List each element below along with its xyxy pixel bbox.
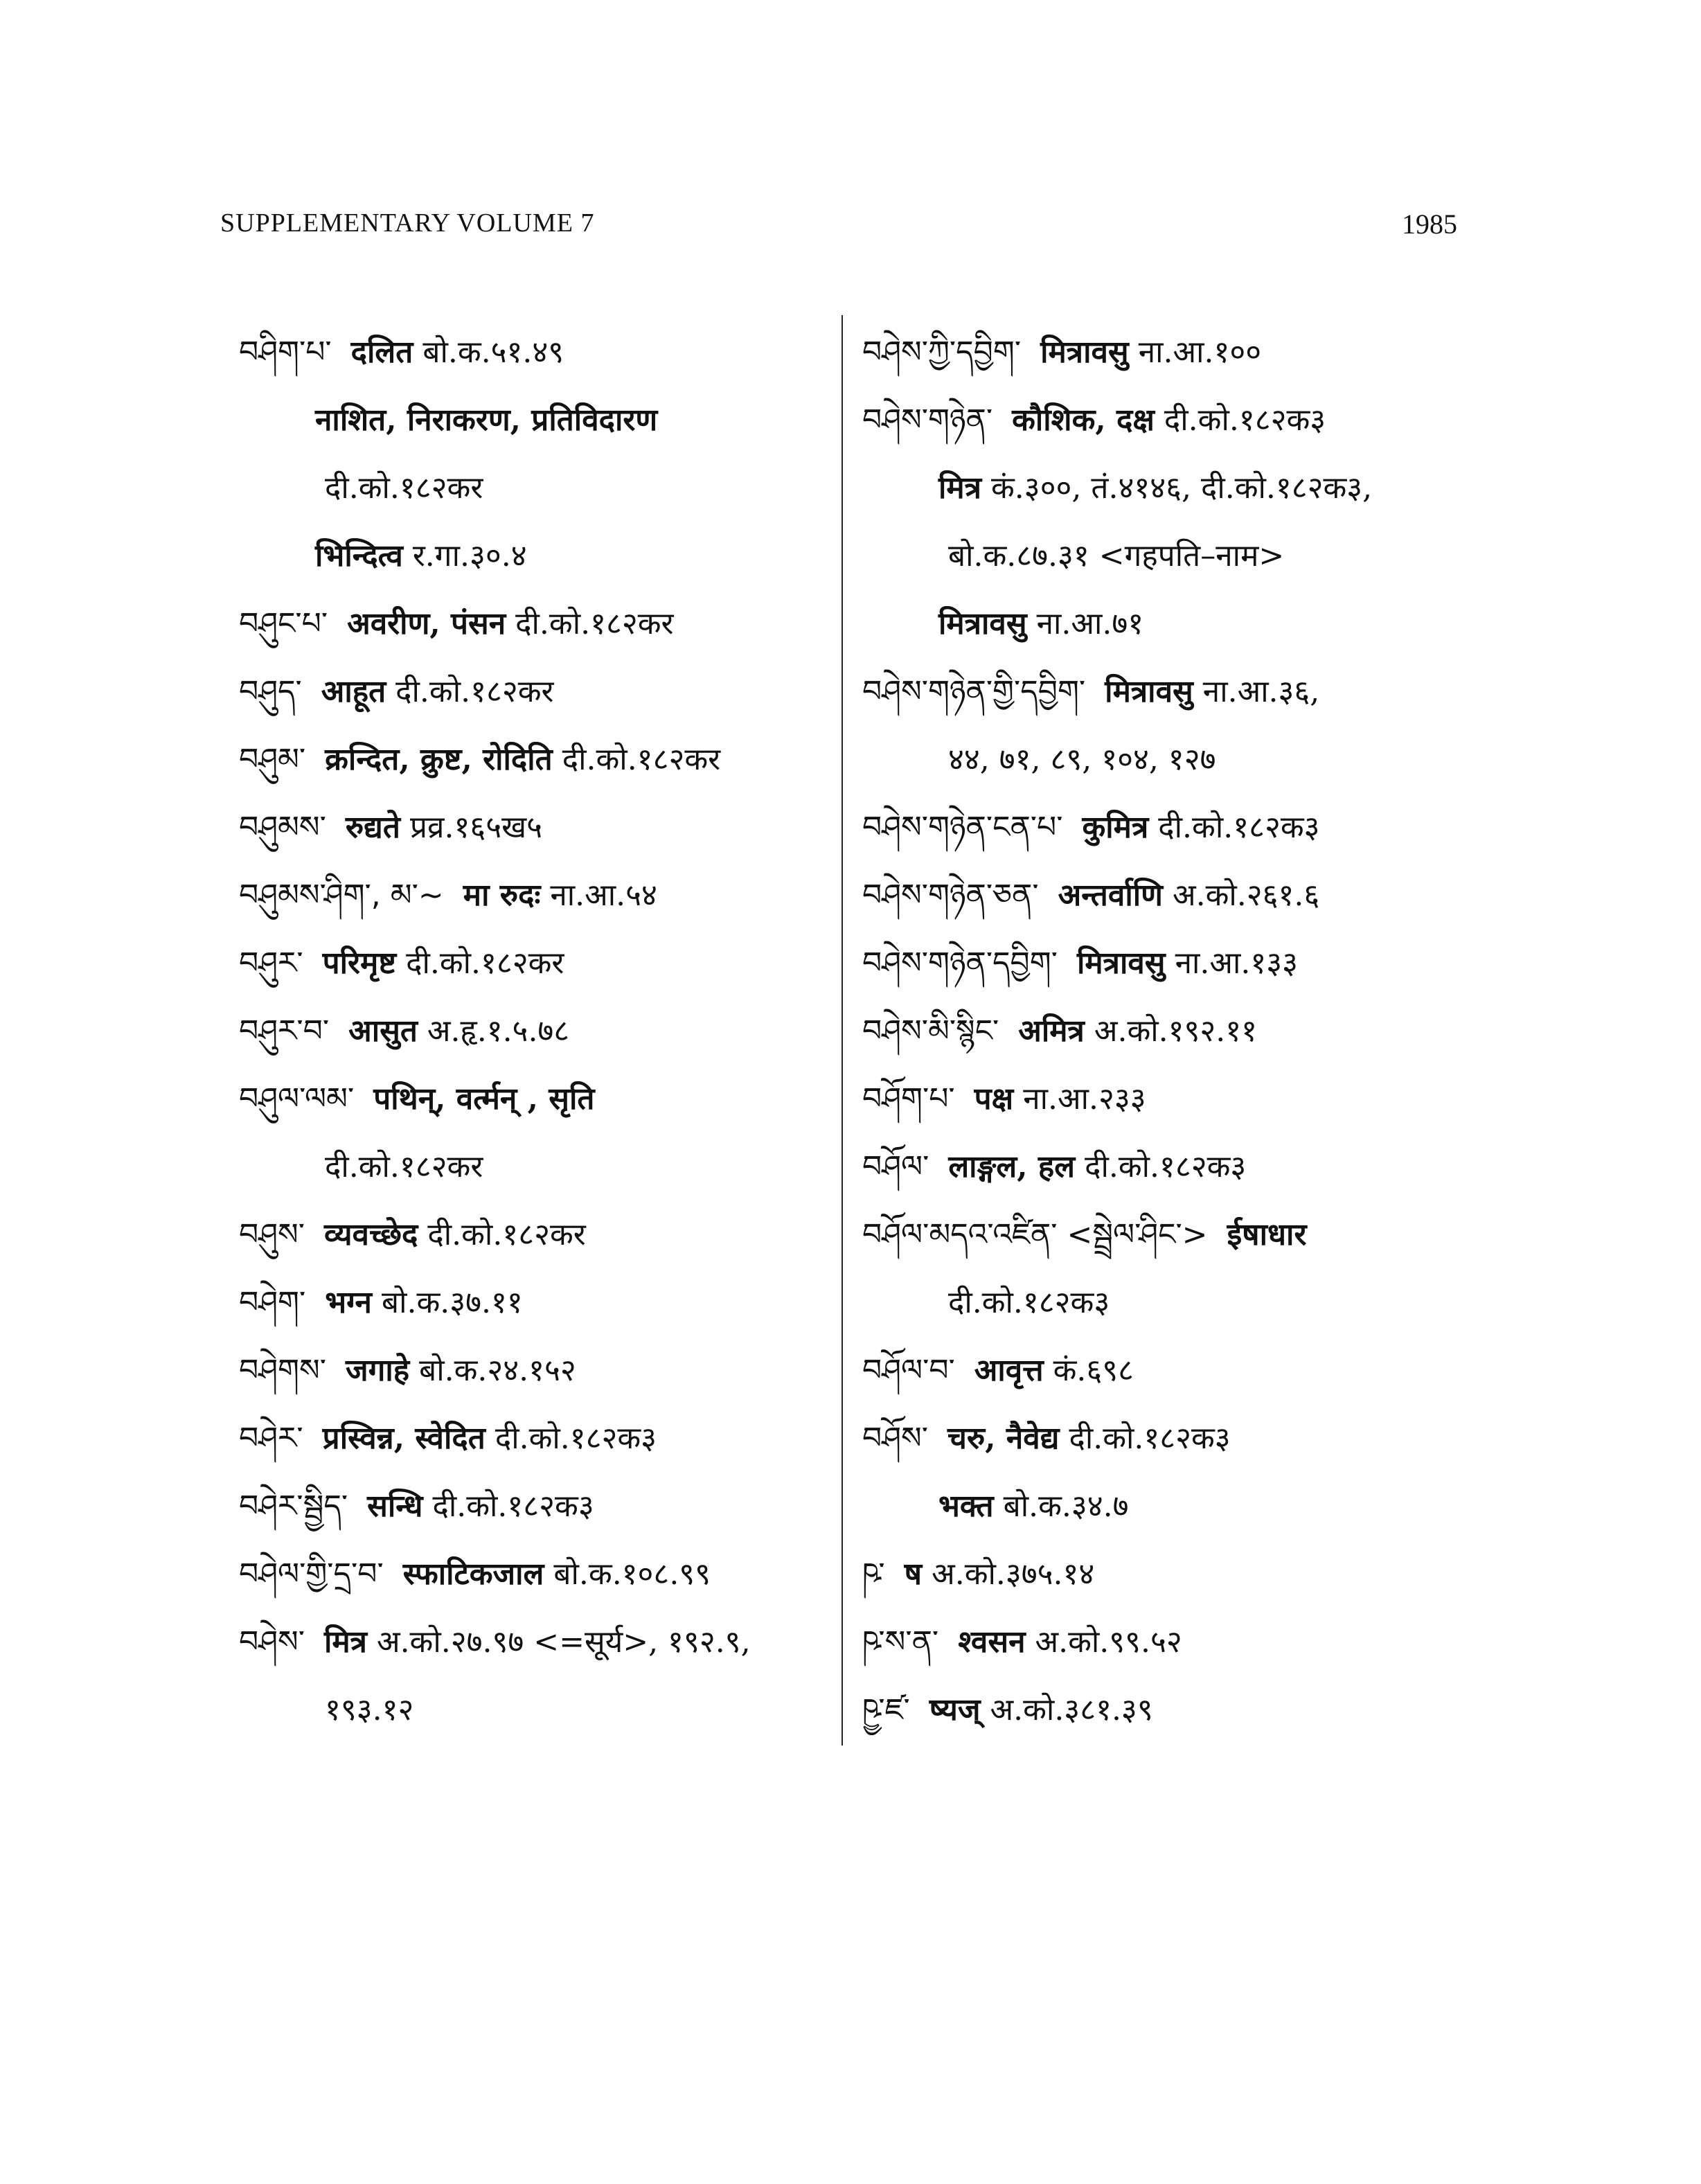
tibetan-headword: བཤེག་ [239, 1285, 306, 1320]
tibetan-headword: ཥ་ས་ན་ [862, 1624, 939, 1660]
sanskrit-equivalent: नाशित, निराकरण, प्रतिविदारण [315, 402, 658, 438]
dictionary-entry [239, 1065, 835, 1201]
sanskrit-equivalent: ष्यज् [929, 1692, 981, 1728]
source-reference: अ.को.३७५.१४ [932, 1556, 1095, 1592]
source-reference: ना.आ.१०० [1138, 335, 1262, 370]
dictionary-entry [862, 794, 1472, 862]
dictionary-entry [239, 319, 835, 590]
entry-continuation [239, 1133, 835, 1201]
entry-headline [862, 1337, 1472, 1405]
source-reference: कं.३००, तं.४१४६, दी.को.१८२क३, [991, 470, 1373, 506]
tibetan-headword: བཤོལ་མདའ་འཛིན་ <སྦྲེལ་ཤིང་> [862, 1217, 1208, 1252]
sanskrit-equivalent: दलित [350, 335, 413, 370]
dictionary-entry [239, 1405, 835, 1473]
dictionary-entry [862, 997, 1472, 1065]
tibetan-headword: བཤུར་བ་ [239, 1013, 330, 1049]
dictionary-entry [862, 1337, 1472, 1405]
source-reference: ना.आ.३६, [1202, 674, 1320, 709]
sanskrit-equivalent: रुद्यते [345, 810, 400, 845]
entry-headline [862, 658, 1472, 726]
entry-headline [862, 794, 1472, 862]
source-reference: ना.आ.७१ [1036, 606, 1144, 641]
entry-continuation [239, 387, 835, 454]
dictionary-entry [239, 1541, 835, 1608]
dictionary-entry [239, 1201, 835, 1269]
entry-headline [239, 658, 835, 726]
tibetan-headword: བཤོག་པ་ [862, 1081, 955, 1117]
sanskrit-equivalent: भग्न [325, 1285, 372, 1320]
source-reference: अ.हृ.१.५.७८ [427, 1013, 570, 1049]
source-reference: बो.क.३४.७ [1003, 1489, 1129, 1524]
source-reference: दी.को.१८२कर [406, 945, 564, 981]
tibetan-headword: བཤེལ་གྱི་དྲ་བ་ [239, 1556, 384, 1592]
dictionary-entry [862, 1405, 1472, 1541]
entry-continuation [239, 454, 835, 522]
dictionary-entry [239, 1269, 835, 1337]
entry-headline [239, 1065, 835, 1133]
entry-continuation [862, 590, 1472, 658]
tibetan-headword: བཤུས་ [239, 1217, 305, 1252]
entry-headline [239, 1337, 835, 1405]
source-reference: ना.आ.५४ [550, 878, 657, 913]
tibetan-headword: བཤེས་གཉེན་དབྱིག་ [862, 945, 1058, 981]
dictionary-entry [239, 590, 835, 658]
sanskrit-equivalent: कौशिक, दक्ष [1012, 402, 1155, 438]
tibetan-headword: བཤེར་སྦྱིད་ [239, 1489, 348, 1524]
tibetan-headword: བཤོལ་ [862, 1149, 929, 1184]
source-reference: ना.आ.१३३ [1175, 945, 1298, 981]
entry-continuation [862, 522, 1472, 590]
source-reference: प्रव्र.१६५ख५ [409, 810, 542, 845]
source-reference: १९३.१२ [325, 1692, 414, 1728]
source-reference: ४४, ७१, ८९, १०४, १२७ [948, 742, 1216, 777]
source-reference: ना.आ.२३३ [1023, 1081, 1146, 1117]
dictionary-entry [862, 387, 1472, 658]
sanskrit-equivalent: स्फाटिकजाल [402, 1556, 544, 1592]
tibetan-headword: བཤེར་ [239, 1421, 303, 1456]
sanskrit-equivalent: पथिन्, वर्त्मन् , सृति [373, 1081, 595, 1117]
sanskrit-equivalent: कुमित्र [1082, 810, 1149, 845]
sanskrit-equivalent: व्यवच्छेद [323, 1217, 418, 1252]
dictionary-entry [239, 862, 835, 930]
tibetan-headword: བཤེས་གཉེན་ངན་པ་ [862, 810, 1063, 845]
source-reference: दी.को.१८२कर [515, 606, 674, 641]
source-reference: दी.को.१८२कर [427, 1217, 586, 1252]
sanskrit-equivalent: आहूत [321, 674, 386, 709]
tibetan-headword: བཤེས་མི་སྙིང་ [862, 1013, 999, 1049]
sanskrit-equivalent: भक्त [938, 1489, 994, 1524]
tibetan-headword: བཤེས་ [239, 1624, 305, 1660]
entry-headline [239, 1201, 835, 1269]
column-divider [841, 315, 843, 1746]
source-reference: दी.को.१८२कर [395, 674, 554, 709]
source-reference: अ.को.२६१.६ [1172, 878, 1320, 913]
dictionary-entry [239, 930, 835, 997]
source-reference: दी.को.१८२कर [562, 742, 721, 777]
source-reference: दी.को.१८२क३ [1085, 1149, 1247, 1184]
entry-headline [862, 1541, 1472, 1608]
source-reference: अ.को.१९२.११ [1094, 1013, 1258, 1049]
entry-continuation [862, 1473, 1472, 1541]
source-reference: बो.क.३७.११ [381, 1285, 523, 1320]
entry-headline [239, 1405, 835, 1473]
entry-continuation [862, 1269, 1472, 1337]
dictionary-entry [862, 658, 1472, 794]
entry-headline [862, 1676, 1472, 1744]
entry-headline [862, 1405, 1472, 1473]
dictionary-entry [862, 1201, 1472, 1337]
source-reference: बो.क.५१.४९ [422, 335, 564, 370]
tibetan-headword: ཥ་ [862, 1556, 885, 1592]
sanskrit-equivalent: सन्धि [367, 1489, 423, 1524]
entry-headline [862, 997, 1472, 1065]
tibetan-headword: བཤུམས་ཤིག་, མ་~ [239, 878, 444, 913]
tibetan-headword: བཤུད་ [239, 674, 302, 709]
sanskrit-equivalent: मा रुदः [463, 878, 541, 913]
entry-continuation [862, 454, 1472, 522]
sanskrit-equivalent: मित्रावसु [1040, 335, 1129, 370]
tibetan-headword: བཤུམས་ [239, 810, 326, 845]
entry-headline [239, 319, 835, 387]
entry-headline [862, 1133, 1472, 1201]
source-reference: बो.क.२४.१५२ [419, 1353, 576, 1388]
source-reference: बो.क.८७.३१ <गहपति–नाम> [948, 538, 1285, 574]
tibetan-headword: བཤོས་ [862, 1421, 928, 1456]
source-reference: दी.को.१८२क३ [432, 1489, 594, 1524]
dictionary-entry [239, 1608, 835, 1744]
sanskrit-equivalent: मित्र [938, 470, 981, 506]
dictionary-entry [239, 1473, 835, 1541]
dictionary-entry [239, 794, 835, 862]
sanskrit-equivalent: ईषाधार [1227, 1217, 1307, 1252]
sanskrit-equivalent: आसुत [348, 1013, 418, 1049]
entry-headline [862, 1201, 1472, 1269]
tibetan-headword: བཤེས་གཉེན་ཅན་ [862, 878, 1039, 913]
entry-headline [239, 1473, 835, 1541]
left-column [239, 319, 835, 1744]
source-reference: अ.को.९९.५२ [1035, 1624, 1182, 1660]
entry-headline [862, 862, 1472, 930]
entry-headline [239, 1269, 835, 1337]
entry-headline [862, 1065, 1472, 1133]
tibetan-headword: བཤོལ་བ་ [862, 1353, 955, 1388]
sanskrit-equivalent: आवृत्त [974, 1353, 1044, 1388]
dictionary-entry [239, 1337, 835, 1405]
dictionary-entry [862, 1065, 1472, 1133]
sanskrit-equivalent: श्वसन [958, 1624, 1026, 1660]
tibetan-headword: བཤིག་པ་ [239, 335, 332, 370]
sanskrit-equivalent: प्रस्विन्न, स्वेदित [322, 1421, 486, 1456]
sanskrit-equivalent: मित्र [323, 1624, 367, 1660]
tibetan-headword: བཤེས་ཀྱི་དབྱིག་ [862, 335, 1022, 370]
source-reference: दी.को.१८२क३ [1158, 810, 1320, 845]
sanskrit-equivalent: परिमृष्ट [322, 945, 397, 981]
tibetan-headword: བཤེགས་ [239, 1353, 326, 1388]
sanskrit-equivalent: अन्तर्वाणि [1058, 878, 1163, 913]
tibetan-headword: བཤུམ་ [239, 742, 306, 777]
entry-continuation [239, 1676, 835, 1744]
sanskrit-equivalent: मित्रावसु [1076, 945, 1166, 981]
source-reference: बो.क.१०८.९९ [553, 1556, 711, 1592]
entry-headline [239, 997, 835, 1065]
dictionary-entry [862, 319, 1472, 387]
entry-headline [239, 590, 835, 658]
entry-headline [862, 1608, 1472, 1676]
tibetan-headword: བཤུར་ [239, 945, 303, 981]
source-reference: अ.को.३८१.३९ [990, 1692, 1153, 1728]
dictionary-entry [862, 1608, 1472, 1676]
source-reference: अ.को.२७.९७ <=सूर्य>, १९२.९, [376, 1624, 751, 1660]
source-reference: दी.को.१८२क३ [495, 1421, 657, 1456]
sanskrit-equivalent: क्रन्दित, क्रुष्ट, रोदिति [325, 742, 553, 777]
sanskrit-equivalent: जगाहे [345, 1353, 410, 1388]
dictionary-entry [862, 1541, 1472, 1608]
dictionary-entry [862, 862, 1472, 930]
source-reference: कं.६९८ [1053, 1353, 1134, 1388]
dictionary-entry [239, 726, 835, 794]
dictionary-entry [239, 658, 835, 726]
source-reference: र.गा.३०.४ [412, 538, 527, 574]
source-reference: दी.को.१८२कर [325, 1149, 483, 1184]
sanskrit-equivalent: लाङ्गल, हल [948, 1149, 1076, 1184]
dictionary-entry [862, 1133, 1472, 1201]
dictionary-entry [862, 930, 1472, 997]
entry-headline [862, 319, 1472, 387]
sanskrit-equivalent: चरु, नैवेद्य [947, 1421, 1060, 1456]
entry-headline [862, 930, 1472, 997]
source-reference: दी.को.१८२कर [325, 470, 483, 506]
right-column [862, 319, 1472, 1744]
source-reference: दी.को.१८२क३ [1069, 1421, 1231, 1456]
sanskrit-equivalent: भिन्दित्व [315, 538, 403, 574]
entry-headline [239, 930, 835, 997]
running-head: SUPPLEMENTARY VOLUME 7 [220, 208, 595, 238]
sanskrit-equivalent: अमित्र [1018, 1013, 1085, 1049]
sanskrit-equivalent: मित्रावसु [938, 606, 1027, 641]
entry-headline [239, 1541, 835, 1608]
source-reference: दी.को.१८२क३ [948, 1285, 1110, 1320]
entry-continuation [239, 522, 835, 590]
tibetan-headword: ཥྱ་ཛ་ [862, 1692, 910, 1728]
tibetan-headword: བཤེས་གཉེན་ [862, 402, 993, 438]
tibetan-headword: བཤེས་གཉེན་གྱི་དབྱིག་ [862, 674, 1086, 709]
tibetan-headword: བཤུང་པ་ [239, 606, 328, 641]
entry-continuation [862, 726, 1472, 794]
dictionary-entry [862, 1676, 1472, 1744]
sanskrit-equivalent: पक्ष [974, 1081, 1014, 1117]
sanskrit-equivalent: अवरीण, पंसन [347, 606, 506, 641]
entry-headline [239, 1608, 835, 1676]
sanskrit-equivalent: मित्रावसु [1105, 674, 1193, 709]
tibetan-headword: བཤུལ་ལམ་ [239, 1081, 355, 1117]
dictionary-entry [239, 997, 835, 1065]
page-number: 1985 [1402, 208, 1457, 240]
entry-headline [239, 794, 835, 862]
source-reference: दी.को.१८२क३ [1164, 402, 1326, 438]
entry-headline [862, 387, 1472, 454]
sanskrit-equivalent: ष [904, 1556, 923, 1592]
entry-headline [239, 862, 835, 930]
entry-headline [239, 726, 835, 794]
